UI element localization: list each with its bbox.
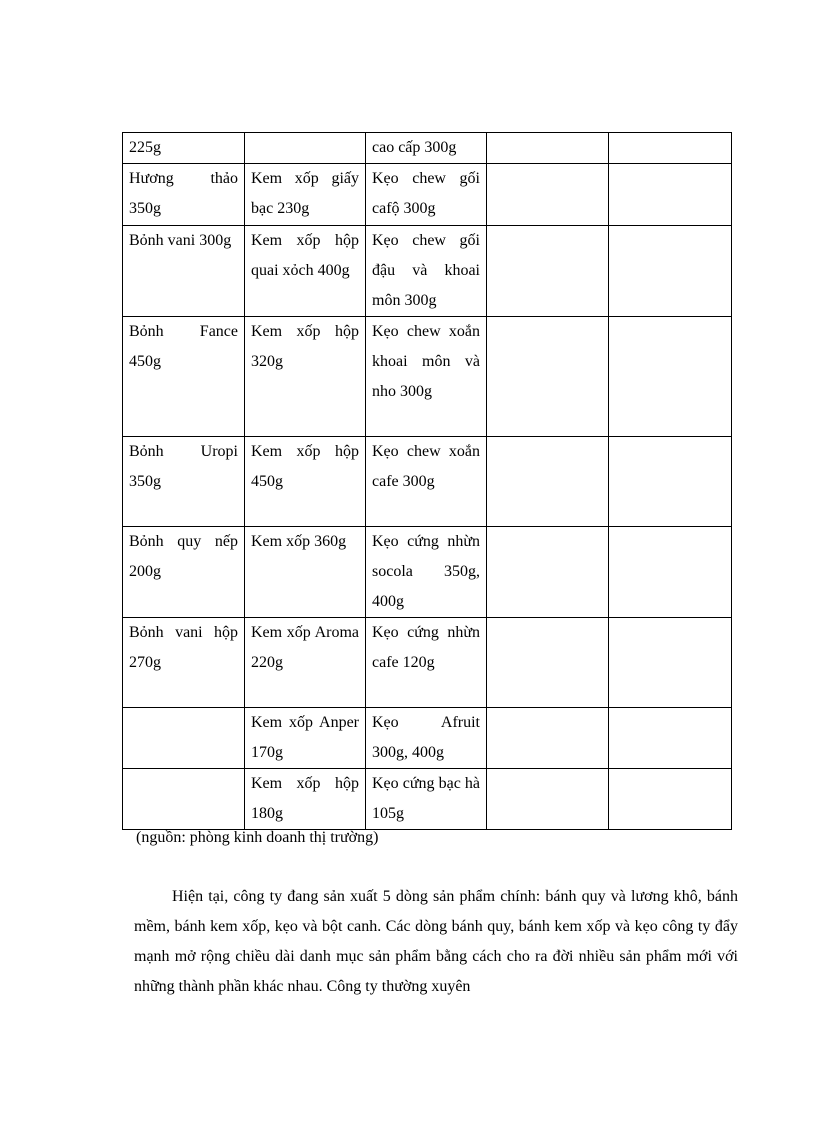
table-cell: 225g [123,133,245,164]
table-cell [487,437,609,527]
table-cell: Bỏnh quy nếp 200g [123,527,245,618]
table-row [123,226,732,317]
table-cell [609,527,732,618]
table-cell [609,437,732,527]
table-cell [609,133,732,164]
table-cell [123,708,245,769]
table-cell [487,769,609,830]
table-cell [609,618,732,708]
table-cell [245,133,366,164]
table-cell: Kẹo chew xoắn cafe 300g [366,437,487,527]
product-table [122,132,732,830]
table-cell: Kem xốp Aroma 220g [245,618,366,708]
table-cell [609,317,732,437]
table-cell: Kẹo chew gối cafộ 300g [366,164,487,226]
body-paragraph: Hiện tại, công ty đang sản xuất 5 dòng sản phẩm chính: bánh quy và lương khô, bánh mềm, bánh kem xốp, kẹo và bột canh. Các dòng bánh quy, bánh kem xốp và kẹo công ty đẩy mạnh mở rộng chiều dài danh mục sản phẩm bằng cách cho ra đời nhiều sản phẩm mới với những thành phần khác nhau. Công ty thường xuyên [134,888,738,995]
table-cell: Kem xốp hộp 450g [245,437,366,527]
table-row [123,133,732,164]
table-cell: Kem xốp hộp quai xỏch 400g [245,226,366,317]
table-cell: Kem xốp Anper 170g [245,708,366,769]
table-row [123,769,732,830]
table-cell: Kẹo chew gối đậu và khoai môn 300g [366,226,487,317]
table-row [123,527,732,618]
source-note: (nguồn: phòng kinh doanh thị trường) [136,829,379,846]
table-row [123,437,732,527]
table-cell [487,708,609,769]
table-cell: Kem xốp giấy bạc 230g [245,164,366,226]
table-cell: cao cấp 300g [366,133,487,164]
table-row [123,618,732,708]
table-cell [123,769,245,830]
table-row [123,317,732,437]
table-cell: Kem xốp hộp 180g [245,769,366,830]
table-cell: Bỏnh vani 300g [123,226,245,317]
table-cell [487,226,609,317]
table-cell [487,618,609,708]
table-cell [609,164,732,226]
table-cell: Kẹo cứng nhừn socola 350g, 400g [366,527,487,618]
table-cell: Kẹo Afruit 300g, 400g [366,708,487,769]
table-cell: Kem xốp hộp 320g [245,317,366,437]
table-cell [609,708,732,769]
table-cell [609,226,732,317]
table-cell: Bỏnh Fance 450g [123,317,245,437]
table-cell [609,769,732,830]
table-row [123,708,732,769]
table-cell: Kẹo cứng bạc hà 105g [366,769,487,830]
table-cell: Bỏnh vani hộp 270g [123,618,245,708]
table-row [123,164,732,226]
table-cell [487,164,609,226]
table-cell: Bỏnh Uropi 350g [123,437,245,527]
table-cell [487,317,609,437]
table-cell [487,133,609,164]
table-cell [487,527,609,618]
table-cell: Kẹo chew xoắn khoai môn và nho 300g [366,317,487,437]
table-cell: Kem xốp 360g [245,527,366,618]
table-cell: Kẹo cứng nhừn cafe 120g [366,618,487,708]
table-cell: Hương thảo 350g [123,164,245,226]
